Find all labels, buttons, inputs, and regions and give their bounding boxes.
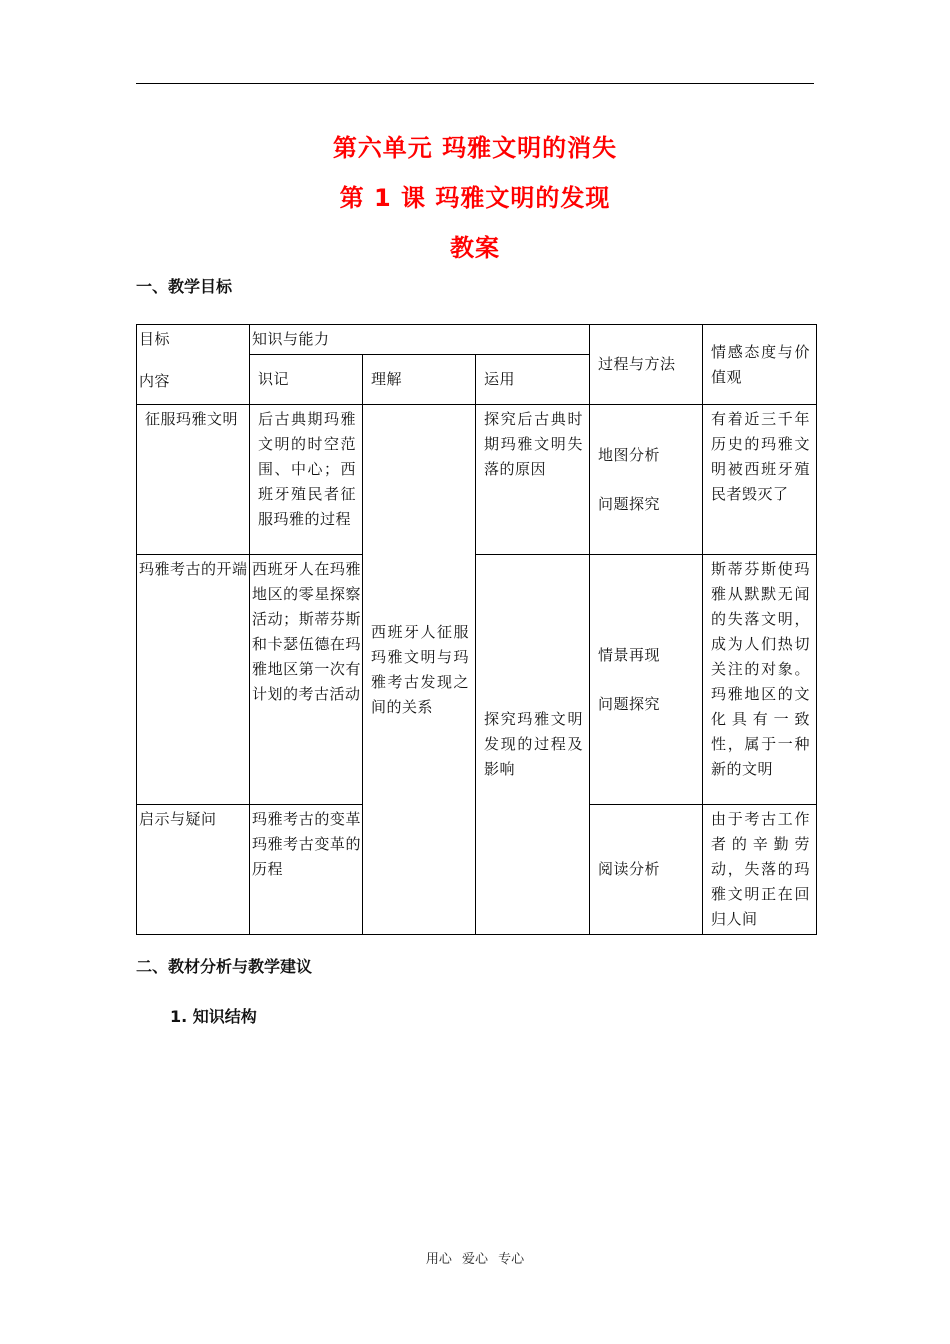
teaching-goals-table bbox=[136, 324, 817, 935]
corner-content-label: 内容 bbox=[139, 372, 171, 390]
unit-title: 第六单元 玛雅文明的消失 bbox=[332, 134, 618, 162]
corner-goal-label: 目标 bbox=[139, 330, 171, 348]
row2-emotion: 斯蒂芬斯使玛雅从默默无闻的失落文明，成为人们热切关注的对象。玛雅地区的文化具有一致性，属于一种新的文明 bbox=[703, 555, 817, 805]
section-material-analysis: 二、教材分析与教学建议 bbox=[136, 957, 313, 976]
process-method-header: 过程与方法 bbox=[590, 325, 703, 405]
row2-content: 玛雅考古的开端 bbox=[137, 555, 250, 805]
row3-content: 启示与疑问 bbox=[137, 805, 250, 935]
row1-emotion: 有着近三千年历史的玛雅文明被西班牙殖民者毁灭了 bbox=[703, 405, 817, 555]
section-teaching-goals: 一、教学目标 bbox=[136, 277, 233, 296]
row2-method-2: 问题探究 bbox=[598, 694, 661, 713]
header-rule bbox=[136, 83, 814, 84]
table-corner-cell bbox=[137, 325, 250, 405]
understand-merged-cell: 西班牙人征服玛雅文明与玛雅考古发现之间的关系 bbox=[363, 405, 476, 935]
row1-content: 征服玛雅文明 bbox=[137, 405, 250, 555]
knowledge-ability-header: 知识与能力 bbox=[250, 325, 590, 355]
apply-header: 运用 bbox=[476, 355, 590, 405]
recall-header: 识记 bbox=[250, 355, 363, 405]
row3-recall: 玛雅考古的变革玛雅考古变革的历程 bbox=[250, 805, 363, 935]
row1-method bbox=[590, 405, 703, 555]
row1-apply: 探究后古典时期玛雅文明失落的原因 bbox=[476, 405, 590, 555]
table-row bbox=[137, 405, 817, 555]
row1-recall: 后古典期玛雅文明的时空范围、中心；西班牙殖民者征服玛雅的过程 bbox=[250, 405, 363, 555]
document-type-title: 教案 bbox=[450, 234, 500, 262]
emotion-values-header: 情感态度与价值观 bbox=[703, 325, 817, 405]
row1-method-2: 问题探究 bbox=[598, 494, 661, 513]
row3-method: 阅读分析 bbox=[590, 805, 703, 935]
subsection-knowledge-structure: 1. 知识结构 bbox=[170, 1007, 257, 1026]
row2-method-1: 情景再现 bbox=[598, 645, 661, 664]
apply-merged-cell: 探究玛雅文明发现的过程及影响 bbox=[476, 555, 590, 935]
understand-header: 理解 bbox=[363, 355, 476, 405]
table-row bbox=[137, 555, 817, 805]
lesson-title: 第 1 课 玛雅文明的发现 bbox=[339, 184, 611, 212]
row1-method-1: 地图分析 bbox=[598, 445, 661, 464]
row3-emotion: 由于考古工作者的辛勤劳动，失落的玛雅文明正在回归人间 bbox=[703, 805, 817, 935]
row2-method bbox=[590, 555, 703, 805]
page-footer: 用心 爱心 专心 bbox=[425, 1252, 525, 1267]
row2-recall: 西班牙人在玛雅地区的零星探察活动；斯蒂芬斯和卡瑟伍德在玛雅地区第一次有计划的考古活动 bbox=[250, 555, 363, 805]
